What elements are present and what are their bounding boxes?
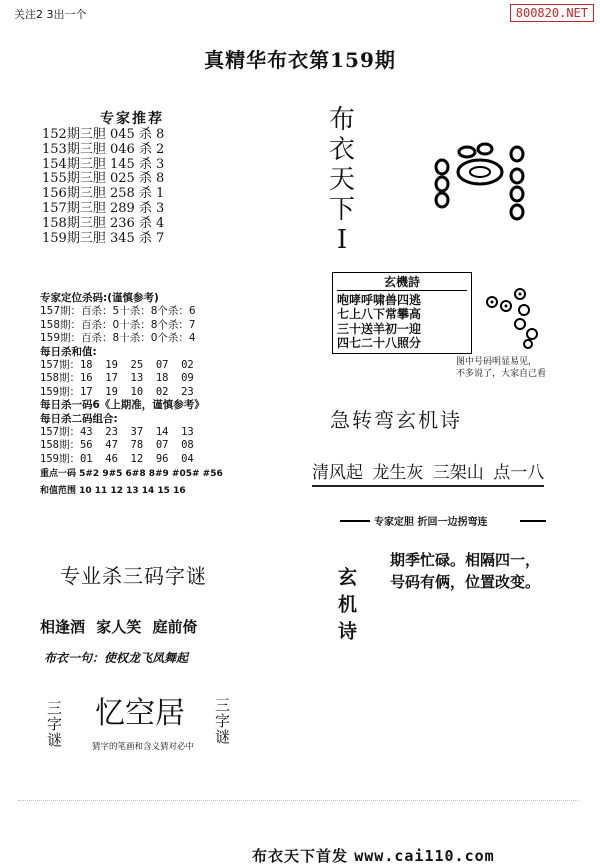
xuanji-poem — [390, 549, 540, 593]
expert-heading: 专家推荐 — [100, 111, 164, 127]
title-char: 布 — [328, 105, 355, 135]
expert-row: 155期三胆 025 杀 8 — [42, 171, 165, 187]
sum-range: 和值范围 10 11 12 13 14 15 16 — [40, 485, 186, 496]
riddle-title: 专业杀三码字谜 — [60, 564, 207, 588]
expert-row: 156期三胆 258 杀 1 — [42, 186, 165, 202]
divider-right — [520, 520, 546, 522]
xuanji-heading: 玄機詩 — [337, 275, 467, 291]
expert-row: 152期三胆 045 杀 8 — [42, 127, 165, 142]
title-char: 衣 — [328, 135, 355, 165]
xuanji-line: 七上八下常攀高 — [337, 307, 422, 321]
xuanji-line: 三十送羊初一迎 — [337, 321, 422, 336]
two-code-heading: 每日杀二码组合: — [40, 412, 118, 425]
xuanji-line: 四七二十八照分 — [337, 336, 422, 350]
sum-row: 158期：16 17 13 18 09 — [40, 372, 194, 385]
expert-row: 159期三胆 345 杀 7 — [42, 230, 165, 246]
expert-row: 157期三胆 289 杀 3 — [42, 200, 165, 216]
poem-line: 期季忙碌。相隔四一， — [390, 551, 541, 569]
right-vertical-label: 三字谜 — [213, 697, 231, 745]
table-chairs-illustration — [425, 140, 535, 235]
sum-row: 159期：17 19 10 02 23 — [40, 385, 194, 398]
title-char: 下 — [328, 195, 355, 225]
divider-left — [340, 520, 370, 522]
position-row: 158期：百杀：0十杀：8个杀：7 — [40, 318, 196, 331]
top-note: 关注2 3出一个 — [14, 8, 87, 21]
riddle-words: 相逢酒 家人笑 庭前倚 — [40, 618, 198, 636]
hint-line: 不多说了，大家自己看 — [456, 369, 547, 379]
riddle-yiju: 布衣一句：使权龙飞凤舞起 — [44, 651, 189, 665]
footer — [252, 845, 495, 866]
xuanji-vertical-label: 玄机诗 — [335, 567, 357, 648]
two-code-row: 157期：43 23 37 14 13 — [40, 426, 194, 439]
qingfeng-line: 清风起 龙生灰 三架山 点一八 — [312, 458, 544, 487]
position-row: 159期：百杀：8十杀：0个杀：4 — [40, 332, 196, 345]
jizhuan-title: 急转弯玄机诗 — [330, 408, 462, 432]
circle-cluster-illustration — [480, 284, 542, 350]
title-char: 天 — [328, 165, 355, 195]
xuanji-line: 咆哮呼啸兽四逃 — [337, 292, 422, 307]
bottom-divider — [18, 800, 578, 801]
position-heading: 专家定位杀码:(谨慎参考) — [40, 292, 159, 304]
riddle-note: 猜字的笔画和含义猜对必中 — [92, 742, 195, 752]
page-title: 真精华布衣第159期 — [204, 48, 396, 72]
expert-row: 158期三胆 236 杀 4 — [42, 215, 165, 231]
title-char: I — [336, 225, 348, 255]
buyi-vertical-title — [322, 105, 362, 255]
sum-heading: 每日杀和值: — [40, 345, 97, 358]
expert-list — [42, 128, 164, 246]
two-code-row: 158期：56 47 78 07 08 — [40, 439, 194, 452]
one-code: 每日杀一码6《上期准，谨慎参考》 — [40, 399, 205, 412]
left-vertical-label: 三字谜 — [45, 700, 63, 748]
xuanji-poem-box — [332, 272, 472, 354]
position-row: 157期：百杀：5十杀：8个杀：6 — [40, 305, 196, 318]
site-badge[interactable]: 800820.NET — [510, 4, 594, 22]
riddle-big-word: 忆空居 — [95, 696, 185, 731]
sum-row: 157期：18 19 25 07 02 — [40, 359, 194, 372]
expert-row: 154期三胆 145 杀 3 — [42, 156, 165, 172]
expert-row: 153期三胆 046 杀 2 — [42, 141, 165, 157]
focus-code: 重点一码 5#2 9#5 6#8 8#9 #05# #56 — [40, 469, 223, 480]
dingdan-line: 专家定胆 折回一边拐弯连 — [374, 517, 488, 528]
poem-line: 号码有俩，位置改变。 — [390, 573, 541, 591]
footer-url[interactable]: www.cai110.com — [354, 847, 495, 865]
two-code-row: 159期：01 46 12 96 04 — [40, 452, 194, 465]
hint-line: 图中号码明显易见， — [456, 357, 538, 367]
footer-text: 布衣天下首发 — [252, 847, 349, 865]
position-kill-section — [40, 292, 223, 498]
image-hint — [456, 356, 546, 380]
